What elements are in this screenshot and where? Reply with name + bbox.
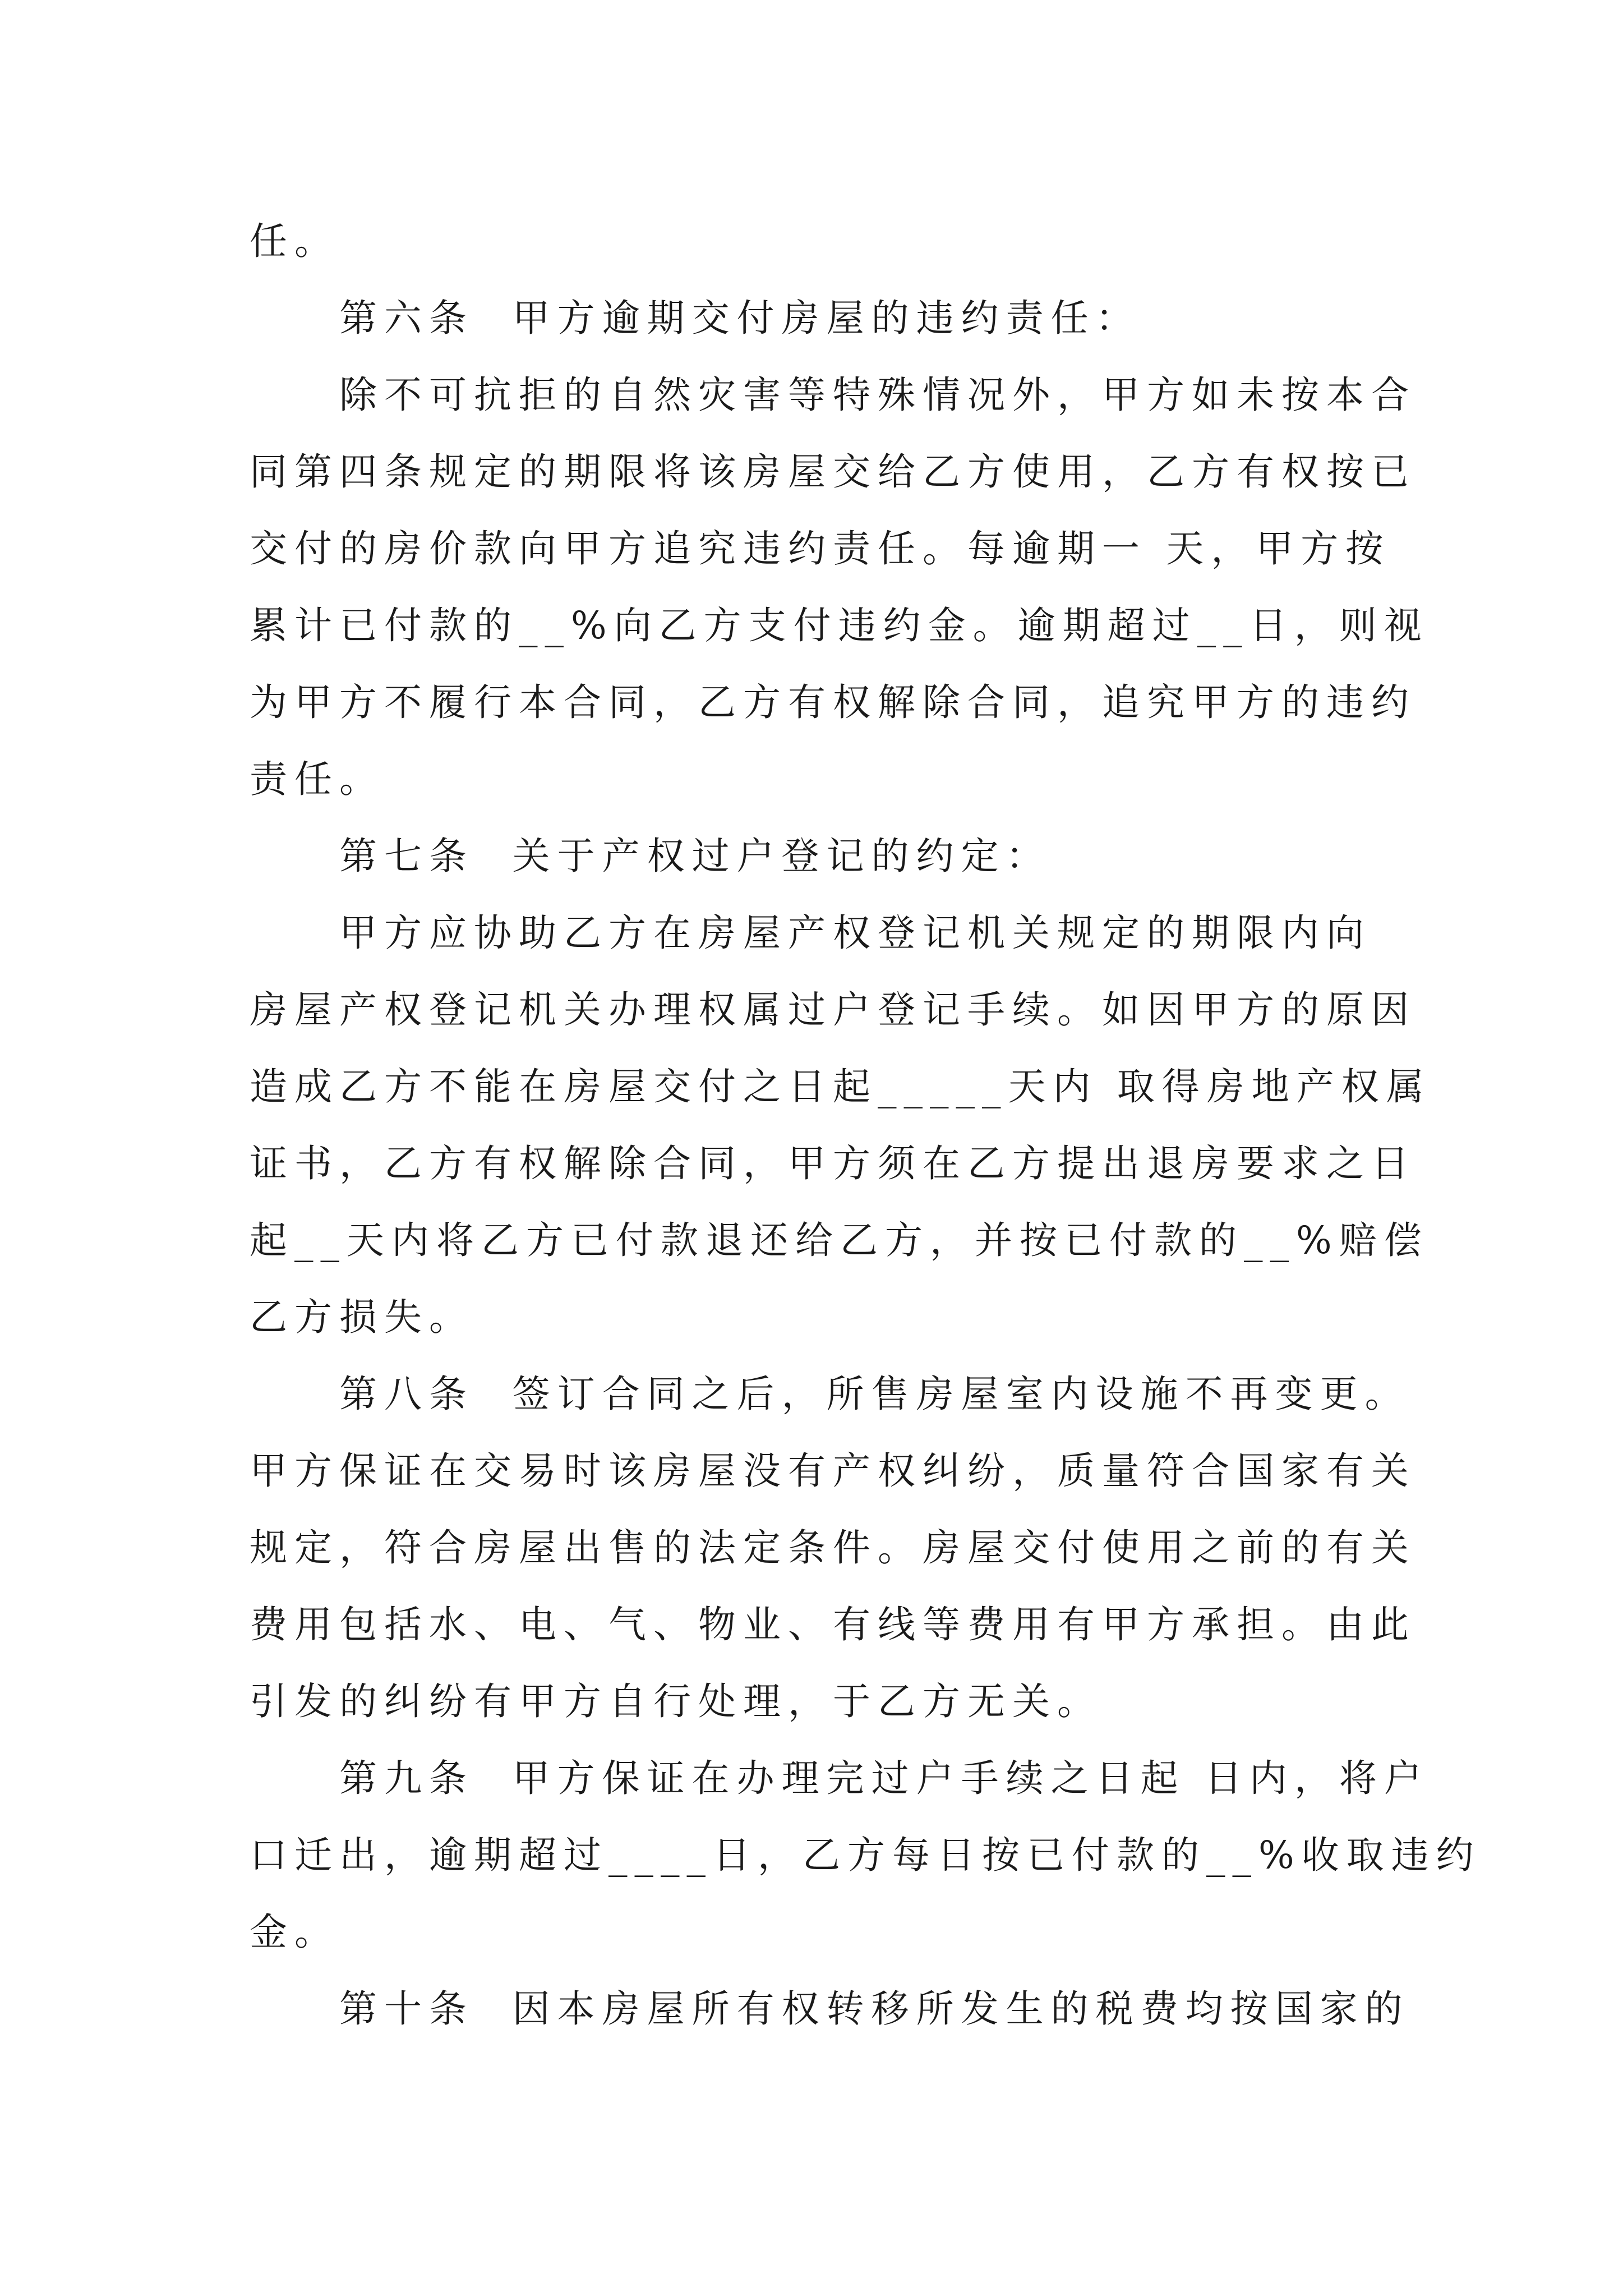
document-line: 第八条 签订合同之后，所售房屋室内设施不再变更。: [339, 1372, 1410, 1416]
document-line: 乙方损失。: [250, 1295, 474, 1339]
document-line: 甲方应协助乙方在房屋产权登记机关规定的期限内向: [339, 911, 1371, 955]
document-line: 证书，乙方有权解除合同，甲方须在乙方提出退房要求之日: [250, 1142, 1416, 1185]
document-line: 交付的房价款向甲方追究违约责任。每逾期一 天，甲方按: [250, 527, 1391, 570]
document-line: 金。: [250, 1910, 339, 1954]
document-line: 房屋产权登记机关办理权属过户登记手续。如因甲方的原因: [250, 988, 1416, 1032]
document-line: 第九条 甲方保证在办理完过户手续之日起 日内，将户: [339, 1756, 1429, 1800]
document-line: 第七条 关于产权过户登记的约定：: [339, 834, 1051, 878]
document-line: 费用包括水、电、气、物业、有线等费用有甲方承担。由此: [250, 1603, 1416, 1646]
document-line: 甲方保证在交易时该房屋没有产权纠纷，质量符合国家有关: [250, 1449, 1416, 1493]
document-line: 除不可抗拒的自然灾害等特殊情况外，甲方如未按本合: [339, 373, 1416, 417]
document-body: [250, 203, 1481, 2047]
document-line: 任。: [250, 219, 339, 263]
document-line: 口迁出，逾期超过____日，乙方每日按已付款的__%收取违约: [250, 1833, 1481, 1877]
document-line: 第十条 因本房屋所有权转移所发生的税费均按国家的: [339, 1987, 1410, 2031]
document-line: 第六条 甲方逾期交付房屋的违约责任：: [339, 296, 1141, 340]
document-line: 起__天内将乙方已付款退还给乙方，并按已付款的__%赔偿: [250, 1218, 1429, 1262]
document-line: 规定，符合房屋出售的法定条件。房屋交付使用之前的有关: [250, 1526, 1416, 1570]
document-line: 引发的纠纷有甲方自行处理，于乙方无关。: [250, 1680, 1102, 1723]
document-line: 责任。: [250, 757, 384, 801]
document-line: 为甲方不履行本合同，乙方有权解除合同，追究甲方的违约: [250, 680, 1416, 724]
document-line: 造成乙方不能在房屋交付之日起_____天内 取得房地产权属: [250, 1065, 1431, 1108]
document-line: 累计已付款的__%向乙方支付违约金。逾期超过__日，则视: [250, 604, 1429, 647]
document-line: 同第四条规定的期限将该房屋交给乙方使用，乙方有权按已: [250, 450, 1416, 494]
